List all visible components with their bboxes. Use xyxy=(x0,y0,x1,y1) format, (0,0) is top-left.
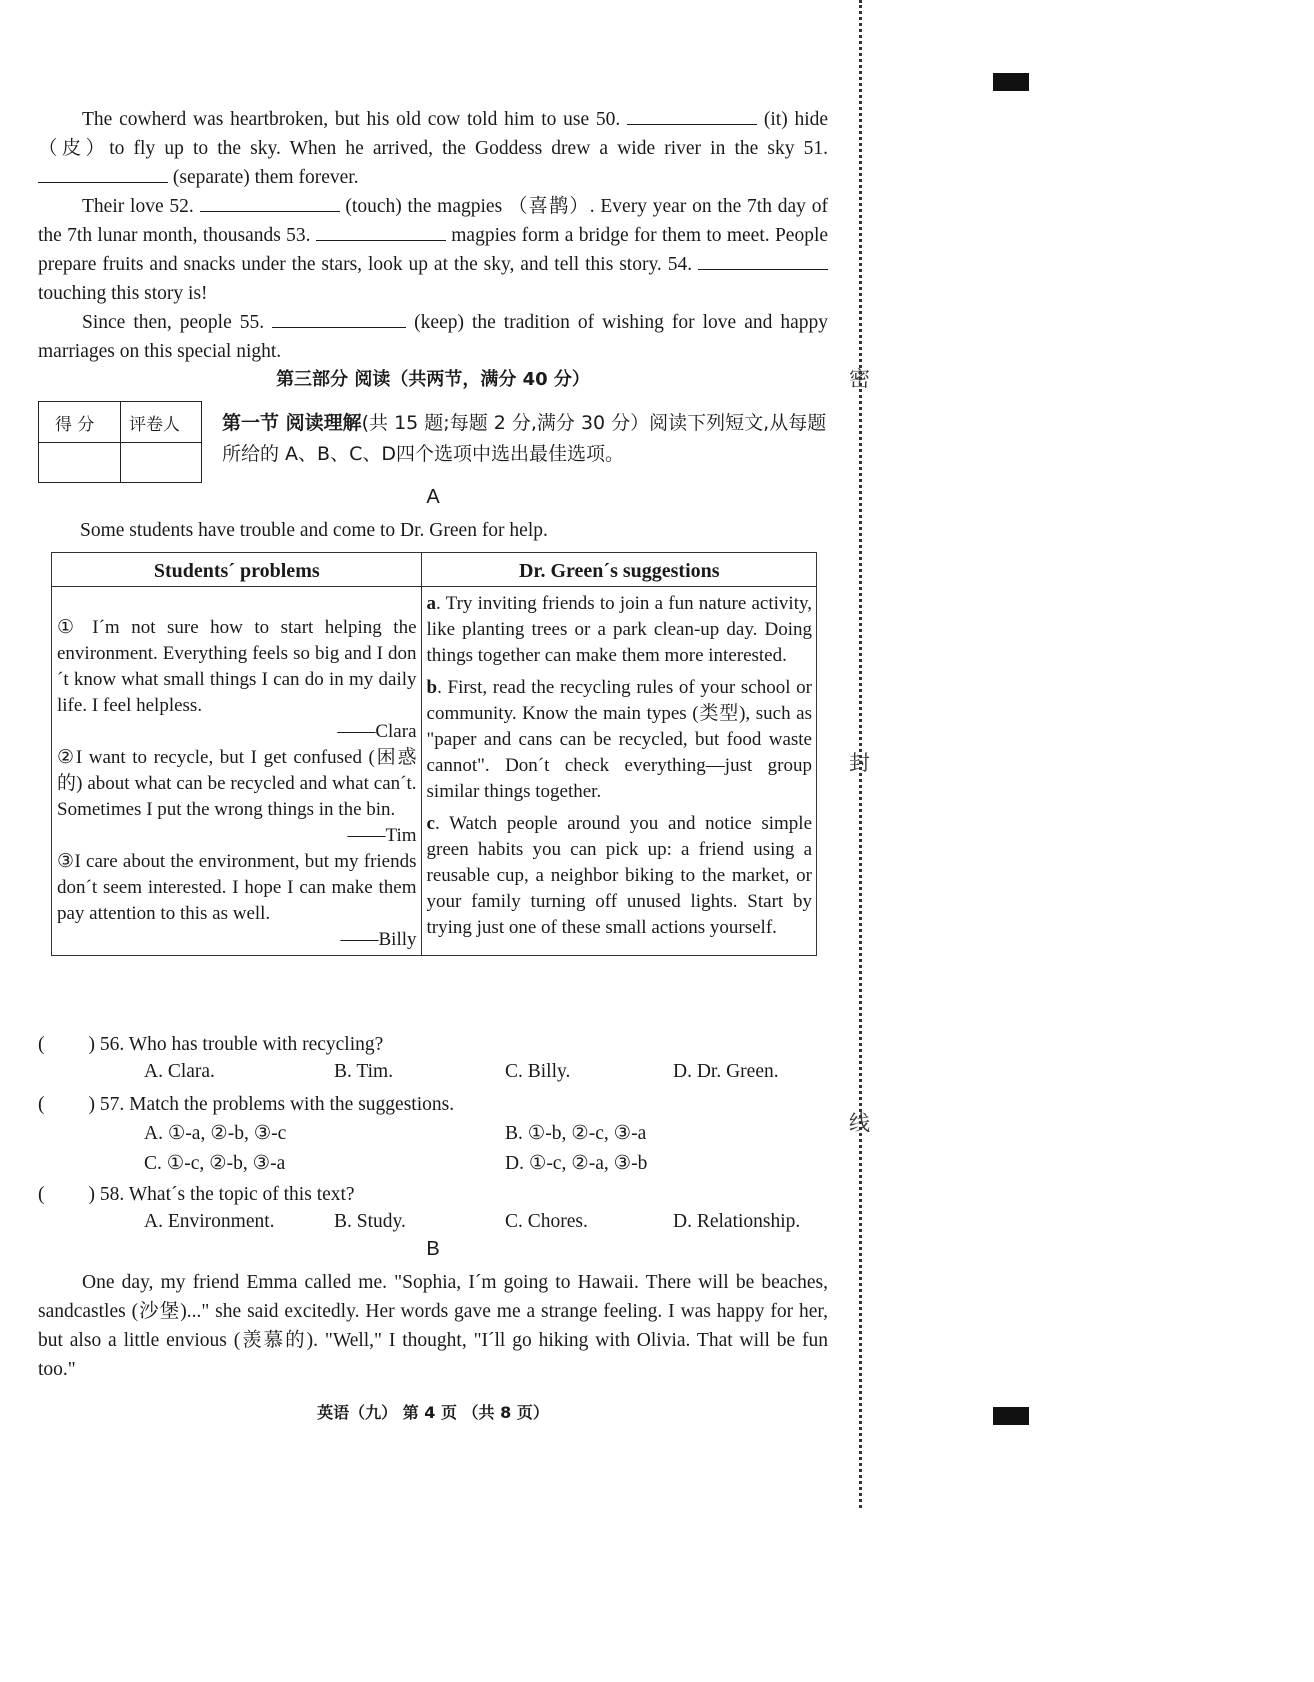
q56-option-c: C. Billy. xyxy=(505,1061,571,1082)
q56-option-d: D. Dr. Green. xyxy=(673,1061,779,1082)
suggestion-c: c. Watch people around you and notice simple green habits you can pick up: a friend using a reusable cup, a neighbor biking to the market, or your family turning off unused lights. Start by trying just one of these small actions yourself. xyxy=(426,813,812,938)
answer-blank-55[interactable] xyxy=(272,310,406,328)
answer-blank-50[interactable] xyxy=(627,107,757,125)
q56-option-a: A. Clara. xyxy=(144,1061,215,1082)
signature-billy: ——Billy xyxy=(340,929,417,950)
answer-blank-53[interactable] xyxy=(316,223,446,241)
q56-option-b: B. Tim. xyxy=(334,1061,394,1082)
q58-option-d: D. Relationship. xyxy=(673,1211,801,1232)
cloze-paragraph-3: Since then, people 55. (keep) the tradition of wishing for love and happy marriages on this special night. xyxy=(38,312,829,362)
cloze-paragraph-2: Their love 52. (touch) the magpies （喜鹊）. Every year on the 7th day of the 7th lunar month, thousands 53. magpies form a bridge for them to meet. People prepare fruits and snacks under the stars, look up at the sky, and tell this story. 54. touching this story is! xyxy=(38,196,829,304)
q58-option-b: B. Study. xyxy=(334,1211,406,1232)
passage-b-text: One day, my friend Emma called me. "Sophia, I´m going to Hawaii. There will be beaches, sandcastles (沙堡)..." she said excitedly. Her words gave me a strange feeling. I was happy for her, but also a little envious (羡慕的). "Well," I thought, "I´ll go hiking with Olivia. That will be fun too." xyxy=(38,1272,828,1380)
score-cell[interactable] xyxy=(39,443,120,483)
table-header-row xyxy=(52,553,817,587)
q58-option-a: A. Environment. xyxy=(144,1211,275,1232)
column-header-problems: Students´ problems xyxy=(52,553,422,587)
passage-a-label: A xyxy=(426,486,440,508)
answer-blank-51[interactable] xyxy=(38,165,168,183)
problems-suggestions-table xyxy=(51,552,817,956)
suggestion-b: b. First, read the recycling rules of your school or community. Know the main types (类型), such as "paper and cans can be recycled, but food waste cannot". Don´t check everything—just group similar things together. xyxy=(426,677,812,802)
suggestions-cell xyxy=(421,587,816,956)
problem-tim: ②I want to recycle, but I get confused (困惑的) about what can be recycled and what can´t. Sometimes I put the wrong things in the bin. xyxy=(57,747,417,820)
signature-clara: ——Clara xyxy=(337,721,417,742)
passage-a-intro: Some students have trouble and come to Dr. Green for help. xyxy=(80,520,548,541)
score-label: 得 分 xyxy=(55,415,95,435)
cloze-passage xyxy=(38,105,828,366)
page-footer: 英语（九） 第 4 页 （共 8 页） xyxy=(317,1403,549,1422)
binding-char-line: 线 xyxy=(849,1111,870,1135)
section-instructions: 第一节 阅读理解(共 15 题;每题 2 分,满分 30 分）阅读下列短文,从每题所给的 A、B、C、D四个选项中选出最佳选项。 xyxy=(222,412,827,465)
answer-blank-52[interactable] xyxy=(200,194,340,212)
table-row xyxy=(52,587,817,956)
registration-mark-top xyxy=(993,73,1029,91)
passage-b-label: B xyxy=(426,1238,440,1260)
q57-option-b: B. ①-b, ②-c, ③-a xyxy=(505,1123,647,1144)
signature-tim: ——Tim xyxy=(347,825,417,846)
grader-label: 评卷人 xyxy=(129,415,180,435)
binding-char-seal: 密 xyxy=(849,367,870,391)
q58-option-c: C. Chores. xyxy=(505,1211,588,1232)
section-heading: 第一节 阅读理解 xyxy=(222,412,362,434)
cloze-paragraph-1: The cowherd was heartbroken, but his old cow told him to use 50. (it) hide（皮）to fly up to the sky. When he arrived, the Goddess drew a wide river in the sky 51. (separate) them forever. xyxy=(38,109,829,188)
q57-option-a: A. ①-a, ②-b, ③-c xyxy=(144,1123,287,1144)
binding-char-seal-2: 封 xyxy=(849,751,870,775)
column-header-suggestions: Dr. Green´s suggestions xyxy=(421,553,816,587)
problem-billy: ③I care about the environment, but my friends don´t seem interested. I hope I can make them pay attention to this as well. xyxy=(57,851,417,924)
grader-cell[interactable] xyxy=(121,443,202,483)
score-box xyxy=(38,401,202,483)
answer-blank-54[interactable] xyxy=(698,252,828,270)
question-56: ( ) 56. Who has trouble with recycling? xyxy=(38,1034,384,1055)
question-57: ( ) 57. Match the problems with the suggestions. xyxy=(38,1094,455,1115)
q57-option-c: C. ①-c, ②-b, ③-a xyxy=(144,1153,286,1174)
part-title: 第三部分 阅读（共两节，满分 40 分） xyxy=(276,369,590,390)
registration-mark-bottom xyxy=(993,1407,1029,1425)
problems-cell xyxy=(52,587,422,956)
q57-option-d: D. ①-c, ②-a, ③-b xyxy=(505,1153,648,1174)
suggestion-a: a. Try inviting friends to join a fun nature activity, like planting trees or a park clean-up day. Doing things together can make them more interested. xyxy=(426,593,812,666)
problem-clara: ① I´m not sure how to start helping the environment. Everything feels so big and I don´t know what small things I can do in my daily life. I feel helpless. xyxy=(57,617,417,716)
question-58: ( ) 58. What´s the topic of this text? xyxy=(38,1184,355,1205)
